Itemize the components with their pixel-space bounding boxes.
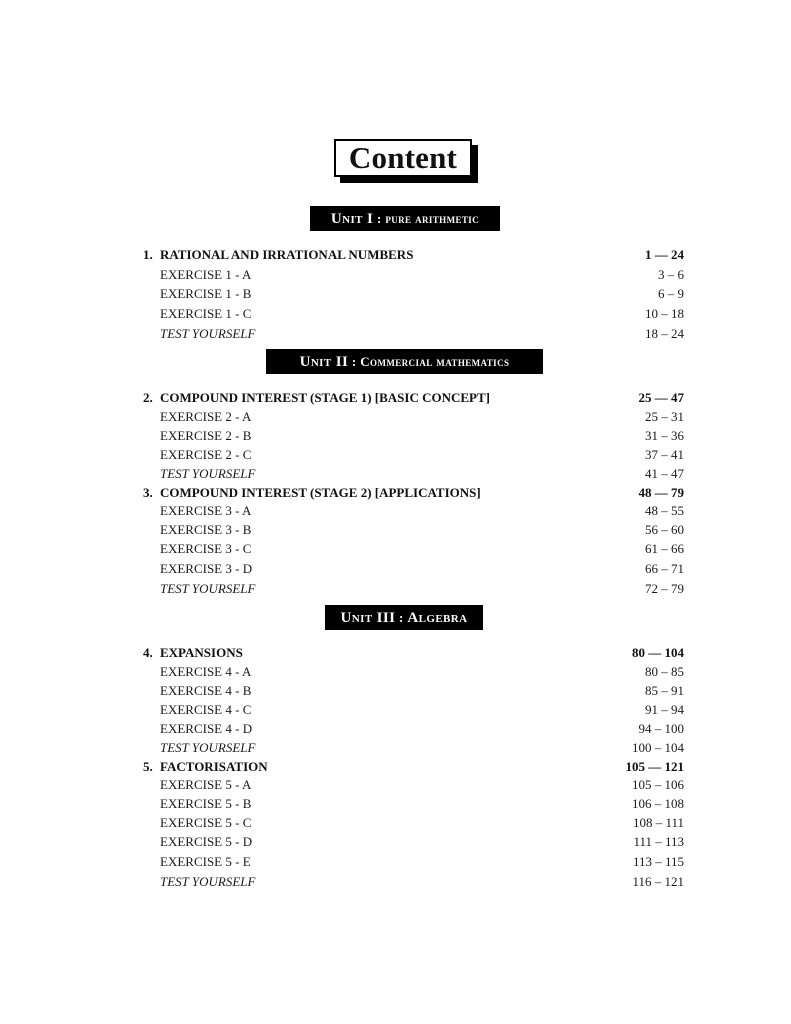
exercise-title: EXERCISE 5 - D (160, 834, 253, 849)
unit-banner-3 (325, 605, 483, 630)
exercise-pages: 31 – 36 (645, 428, 684, 443)
exercise-title: EXERCISE 1 - A (160, 267, 252, 282)
toc-exercise[interactable] (143, 539, 684, 558)
toc-chapter[interactable] (143, 245, 684, 264)
unit-separator: : (348, 354, 361, 369)
exercise-pages: 80 – 85 (645, 664, 684, 679)
exercise-title: EXERCISE 5 - C (160, 815, 252, 830)
chapter-pages: 80 — 104 (632, 645, 684, 660)
toc-exercise[interactable] (143, 852, 684, 871)
test-pages: 72 – 79 (645, 581, 684, 596)
exercise-title: EXERCISE 3 - C (160, 541, 252, 556)
exercise-title: EXERCISE 3 - D (160, 561, 253, 576)
exercise-title: EXERCISE 3 - B (160, 522, 252, 537)
toc-chapter[interactable] (143, 757, 684, 776)
toc-test-yourself[interactable] (143, 324, 684, 343)
toc-test-yourself[interactable] (143, 872, 684, 891)
chapter-title: RATIONAL AND IRRATIONAL NUMBERS (160, 247, 414, 262)
exercise-title: EXERCISE 4 - D (160, 721, 253, 736)
exercise-pages: 25 – 31 (645, 409, 684, 424)
chapter-pages: 25 — 47 (638, 390, 684, 405)
toc-exercise[interactable] (143, 501, 684, 520)
exercise-pages: 105 – 106 (632, 777, 684, 792)
toc-exercise[interactable] (143, 681, 684, 700)
chapter-number: 4. (143, 645, 153, 660)
exercise-pages: 111 – 113 (633, 834, 684, 849)
toc-exercise[interactable] (143, 719, 684, 738)
toc-test-yourself[interactable] (143, 579, 684, 598)
test-title: TEST YOURSELF (160, 874, 256, 889)
test-pages: 100 – 104 (632, 740, 684, 755)
test-pages: 41 – 47 (645, 466, 684, 481)
exercise-pages: 56 – 60 (645, 522, 684, 537)
exercise-title: EXERCISE 1 - C (160, 306, 252, 321)
exercise-pages: 66 – 71 (645, 561, 684, 576)
toc-exercise[interactable] (143, 445, 684, 464)
toc-chapter[interactable] (143, 483, 684, 502)
exercise-title: EXERCISE 4 - B (160, 683, 252, 698)
chapter-title: EXPANSIONS (160, 645, 243, 660)
exercise-pages: 48 – 55 (645, 503, 684, 518)
exercise-title: EXERCISE 5 - A (160, 777, 252, 792)
toc-exercise[interactable] (143, 304, 684, 323)
chapter-number: 3. (143, 485, 153, 500)
chapter-pages: 105 — 121 (625, 759, 684, 774)
unit-banner-1 (310, 206, 500, 231)
exercise-title: EXERCISE 3 - A (160, 503, 252, 518)
exercise-pages: 3 – 6 (658, 267, 684, 282)
exercise-title: EXERCISE 2 - C (160, 447, 252, 462)
toc-chapter[interactable] (143, 643, 684, 662)
unit-title: Commercial mathematics (360, 354, 510, 369)
chapter-number: 2. (143, 390, 153, 405)
exercise-title: EXERCISE 2 - A (160, 409, 252, 424)
toc-exercise[interactable] (143, 662, 684, 681)
toc-exercise[interactable] (143, 700, 684, 719)
exercise-pages: 85 – 91 (645, 683, 684, 698)
exercise-pages: 10 – 18 (645, 306, 684, 321)
chapter-number: 1. (143, 247, 153, 262)
toc-chapter[interactable] (143, 388, 684, 407)
exercise-pages: 106 – 108 (632, 796, 684, 811)
toc-exercise[interactable] (143, 265, 684, 284)
toc-test-yourself[interactable] (143, 464, 684, 483)
unit-title: pure arithmetic (385, 211, 480, 226)
exercise-title: EXERCISE 1 - B (160, 286, 252, 301)
toc-exercise[interactable] (143, 832, 684, 851)
exercise-pages: 61 – 66 (645, 541, 684, 556)
toc-test-yourself[interactable] (143, 738, 684, 757)
unit-banner-2 (266, 349, 543, 374)
toc-exercise[interactable] (143, 794, 684, 813)
chapter-pages: 1 — 24 (645, 247, 684, 262)
exercise-title: EXERCISE 4 - C (160, 702, 252, 717)
unit-separator: : (373, 211, 386, 226)
toc-exercise[interactable] (143, 775, 684, 794)
toc-exercise[interactable] (143, 559, 684, 578)
chapter-title: COMPOUND INTEREST (STAGE 2) [APPLICATIONS] (160, 485, 481, 500)
toc-exercise[interactable] (143, 426, 684, 445)
chapter-title: FACTORISATION (160, 759, 268, 774)
exercise-pages: 6 – 9 (658, 286, 684, 301)
toc-exercise[interactable] (143, 813, 684, 832)
exercise-title: EXERCISE 4 - A (160, 664, 252, 679)
unit-title: Algebra (407, 610, 468, 626)
exercise-pages: 37 – 41 (645, 447, 684, 462)
chapter-number: 5. (143, 759, 153, 774)
page-title-frame (334, 139, 472, 177)
exercise-title: EXERCISE 2 - B (160, 428, 252, 443)
test-pages: 18 – 24 (645, 326, 684, 341)
unit-separator: : (395, 610, 408, 625)
unit-prefix: Unit III (340, 610, 396, 626)
exercise-pages: 91 – 94 (645, 702, 684, 717)
exercise-title: EXERCISE 5 - E (160, 854, 251, 869)
toc-exercise[interactable] (143, 520, 684, 539)
test-title: TEST YOURSELF (160, 581, 256, 596)
page-title: Content (334, 139, 472, 177)
chapter-pages: 48 — 79 (638, 485, 684, 500)
exercise-title: EXERCISE 5 - B (160, 796, 252, 811)
exercise-pages: 113 – 115 (632, 854, 684, 869)
test-title: TEST YOURSELF (160, 326, 256, 341)
exercise-pages: 94 – 100 (638, 721, 684, 736)
test-title: TEST YOURSELF (160, 740, 256, 755)
exercise-pages: 108 – 111 (632, 815, 684, 830)
test-pages: 116 – 121 (632, 874, 684, 889)
test-title: TEST YOURSELF (160, 466, 256, 481)
unit-prefix: Unit I (330, 211, 374, 227)
toc-exercise[interactable] (143, 284, 684, 303)
chapter-title: COMPOUND INTEREST (STAGE 1) [BASIC CONCEPT] (160, 390, 490, 405)
toc-exercise[interactable] (143, 407, 684, 426)
unit-prefix: Unit II (299, 354, 349, 370)
